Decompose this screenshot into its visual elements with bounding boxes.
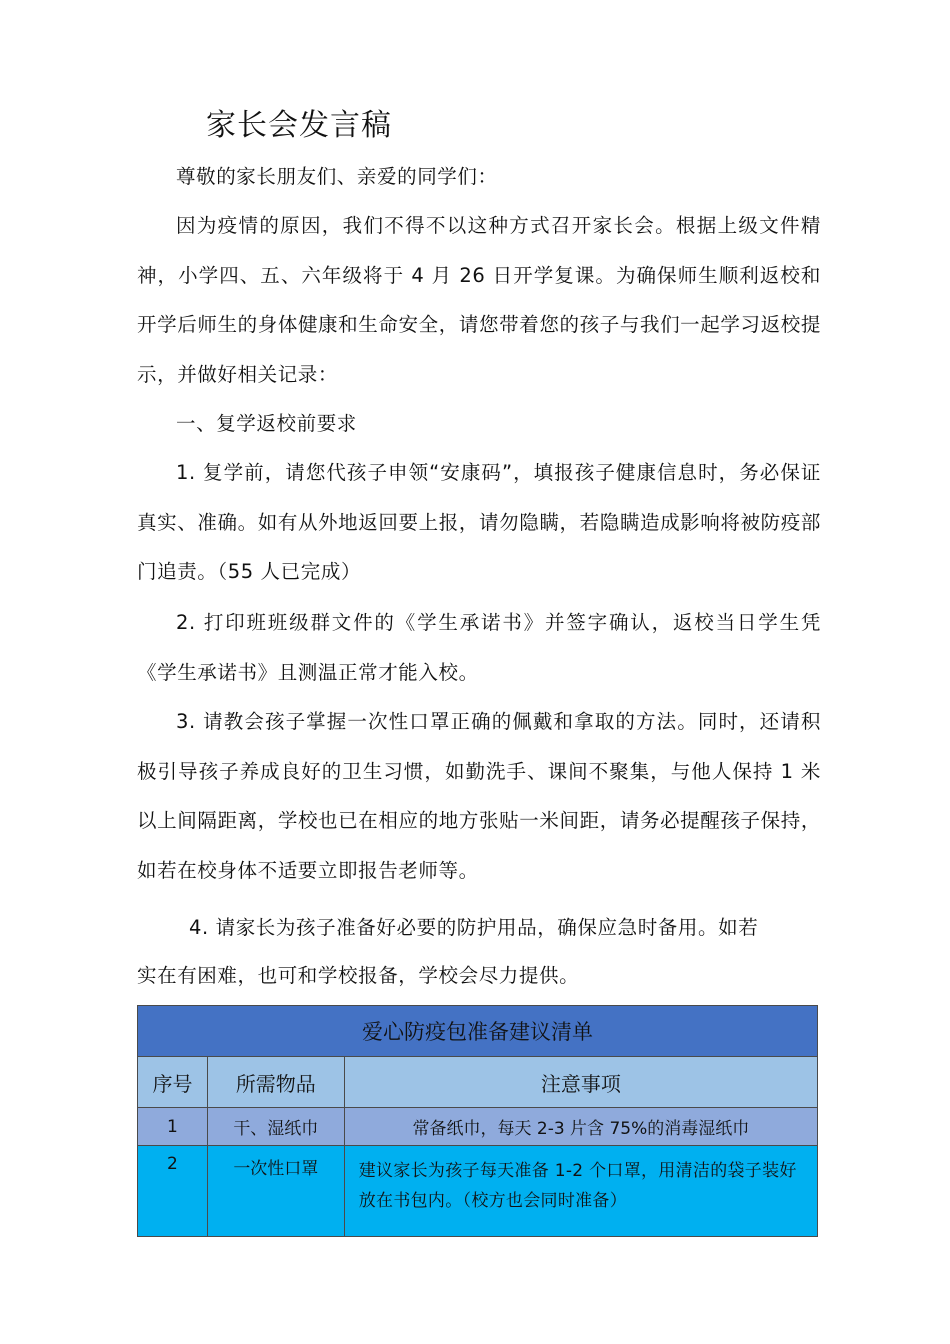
item-4-line-2: 实在有困难，也可和学校报备，学校会尽力提供。 <box>137 964 580 987</box>
section-heading: 一、复学返校前要求 <box>176 412 357 435</box>
header-index: 序号 <box>138 1057 208 1108</box>
table-row <box>138 1108 818 1146</box>
row-note: 常备纸巾，每天 2-3 片含 75%的消毒湿纸巾 <box>344 1108 817 1146</box>
row-note: 建议家长为孩子每天准备 1-2 个口罩，用清洁的袋子装好放在书包内。（校方也会同时准备） <box>344 1146 817 1237</box>
item-2-paragraph: 2. 打印班班级群文件的《学生承诺书》并签字确认，返校当日学生凭《学生承诺书》且测温正常才能入校。 <box>137 611 821 684</box>
item-1-paragraph: 1. 复学前，请您代孩子申领“安康码”，填报孩子健康信息时，务必保证真实、准确。如有从外地返回要上报，请勿隐瞒，若隐瞒造成影响将被防疫部门追责。（55 人已完成） <box>137 461 821 583</box>
row-item: 一次性口罩 <box>207 1146 344 1237</box>
intro-paragraph: 因为疫情的原因，我们不得不以这种方式召开家长会。根据上级文件精神，小学四、五、六年级将于 4 月 26 日开学复课。为确保师生顺利返校和开学后师生的身体健康和生命安全，请您带着您的孩子与我们一起学习返校提示，并做好相关记录： <box>137 214 821 386</box>
table-header-row <box>138 1057 818 1108</box>
header-item: 所需物品 <box>207 1057 344 1108</box>
row-item: 干、湿纸巾 <box>207 1108 344 1146</box>
item-4-line-1: 4. 请家长为孩子准备好必要的防护用品，确保应急时备用。如若 <box>189 916 759 939</box>
document-title: 家长会发言稿 <box>206 108 392 143</box>
table-row <box>138 1146 818 1237</box>
item-3-paragraph: 3. 请教会孩子掌握一次性口罩正确的佩戴和拿取的方法。同时，还请积极引导孩子养成良好的卫生习惯，如勤洗手、课间不聚集，与他人保持 1 米以上间隔距离，学校也已在相应的地方张贴一米间距，请务必提醒孩子保持，如若在校身体不适要立即报告老师等。 <box>137 710 821 882</box>
table-title: 爱心防疫包准备建议清单 <box>138 1006 818 1057</box>
row-index: 2 <box>138 1146 208 1237</box>
greeting: 尊敬的家长朋友们、亲爱的同学们： <box>176 165 498 188</box>
header-notes: 注意事项 <box>344 1057 817 1108</box>
row-index: 1 <box>138 1108 208 1146</box>
epidemic-kit-table <box>137 1005 818 1237</box>
table-title-row <box>138 1006 818 1057</box>
